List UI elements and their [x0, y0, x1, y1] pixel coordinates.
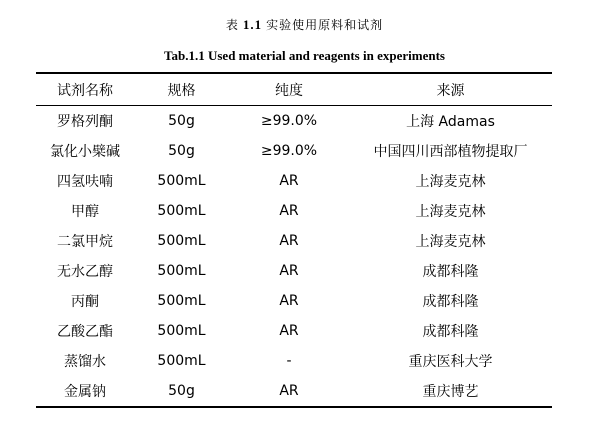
- cell-source: 成都科隆: [422, 264, 479, 280]
- table-row: [36, 256, 552, 286]
- cell-specification: 50g: [168, 143, 195, 159]
- cell-purity: AR: [279, 173, 299, 189]
- table-row: [36, 166, 552, 196]
- table-row: [36, 346, 552, 376]
- table-caption-english: Tab.1.1 Used material and reagents in experiments: [164, 48, 445, 63]
- header-row: [36, 73, 552, 106]
- cell-purity: AR: [279, 263, 299, 279]
- header-source: 来源: [436, 82, 465, 99]
- table-header: [36, 73, 552, 106]
- cell-reagent-name: 罗格列酮: [57, 114, 113, 130]
- cell-purity: AR: [279, 293, 299, 309]
- cell-specification: 50g: [168, 113, 195, 129]
- cell-source: 重庆博艺: [422, 384, 479, 400]
- header-specification: 规格: [167, 82, 196, 99]
- cell-specification: 500mL: [157, 323, 206, 339]
- cell-reagent-name: 二氯甲烷: [57, 234, 113, 250]
- table-row: [36, 196, 552, 226]
- cell-purity: AR: [279, 203, 299, 219]
- table-caption-chinese: [0, 16, 609, 33]
- cell-reagent-name: 蒸馏水: [64, 354, 106, 370]
- cell-source: 上海麦克林: [415, 204, 486, 220]
- cell-source: 重庆医科大学: [408, 354, 493, 370]
- table-row: [36, 106, 552, 137]
- cell-specification: 500mL: [157, 263, 206, 279]
- cell-purity: AR: [279, 233, 299, 249]
- cell-reagent-name: 甲醇: [71, 204, 99, 220]
- cell-source: 中国四川西部植物提取厂: [373, 144, 528, 160]
- cell-purity: -: [286, 353, 292, 369]
- cell-specification: 500mL: [157, 173, 206, 189]
- cell-reagent-name: 四氢呋喃: [57, 174, 113, 190]
- table-row: [36, 286, 552, 316]
- header-purity: 纯度: [275, 82, 303, 99]
- reagents-table: [36, 72, 552, 408]
- cell-purity: AR: [279, 323, 299, 339]
- cell-specification: 500mL: [157, 353, 206, 369]
- table-row: [36, 136, 552, 166]
- cell-purity: ≥99.0%: [260, 113, 318, 129]
- cell-reagent-name: 无水乙醇: [57, 264, 113, 280]
- cell-source: 成都科隆: [422, 324, 479, 340]
- cell-specification: 500mL: [157, 203, 206, 219]
- cell-purity: ≥99.0%: [260, 143, 318, 159]
- table-row: [36, 316, 552, 346]
- table-body: [36, 106, 552, 408]
- caption-prefix: 表: [225, 18, 239, 32]
- cell-source: 上海麦克林: [415, 174, 486, 190]
- cell-source: 上海 Adamas: [406, 114, 495, 130]
- cell-reagent-name: 氯化小檗碱: [50, 144, 120, 160]
- cell-reagent-name: 金属钠: [64, 384, 106, 400]
- cell-specification: 50g: [168, 383, 195, 399]
- caption-number: 1.1: [242, 17, 263, 32]
- caption-title: 实验使用原料和试剂: [266, 18, 384, 32]
- cell-purity: AR: [279, 383, 299, 399]
- cell-specification: 500mL: [157, 293, 206, 309]
- cell-reagent-name: 丙酮: [71, 294, 99, 310]
- cell-source: 成都科隆: [422, 294, 479, 310]
- table-row: [36, 376, 552, 407]
- header-reagent-name: 试剂名称: [57, 82, 113, 99]
- cell-reagent-name: 乙酸乙酯: [57, 324, 113, 340]
- table-row: [36, 226, 552, 256]
- cell-source: 上海麦克林: [415, 234, 486, 250]
- cell-specification: 500mL: [157, 233, 206, 249]
